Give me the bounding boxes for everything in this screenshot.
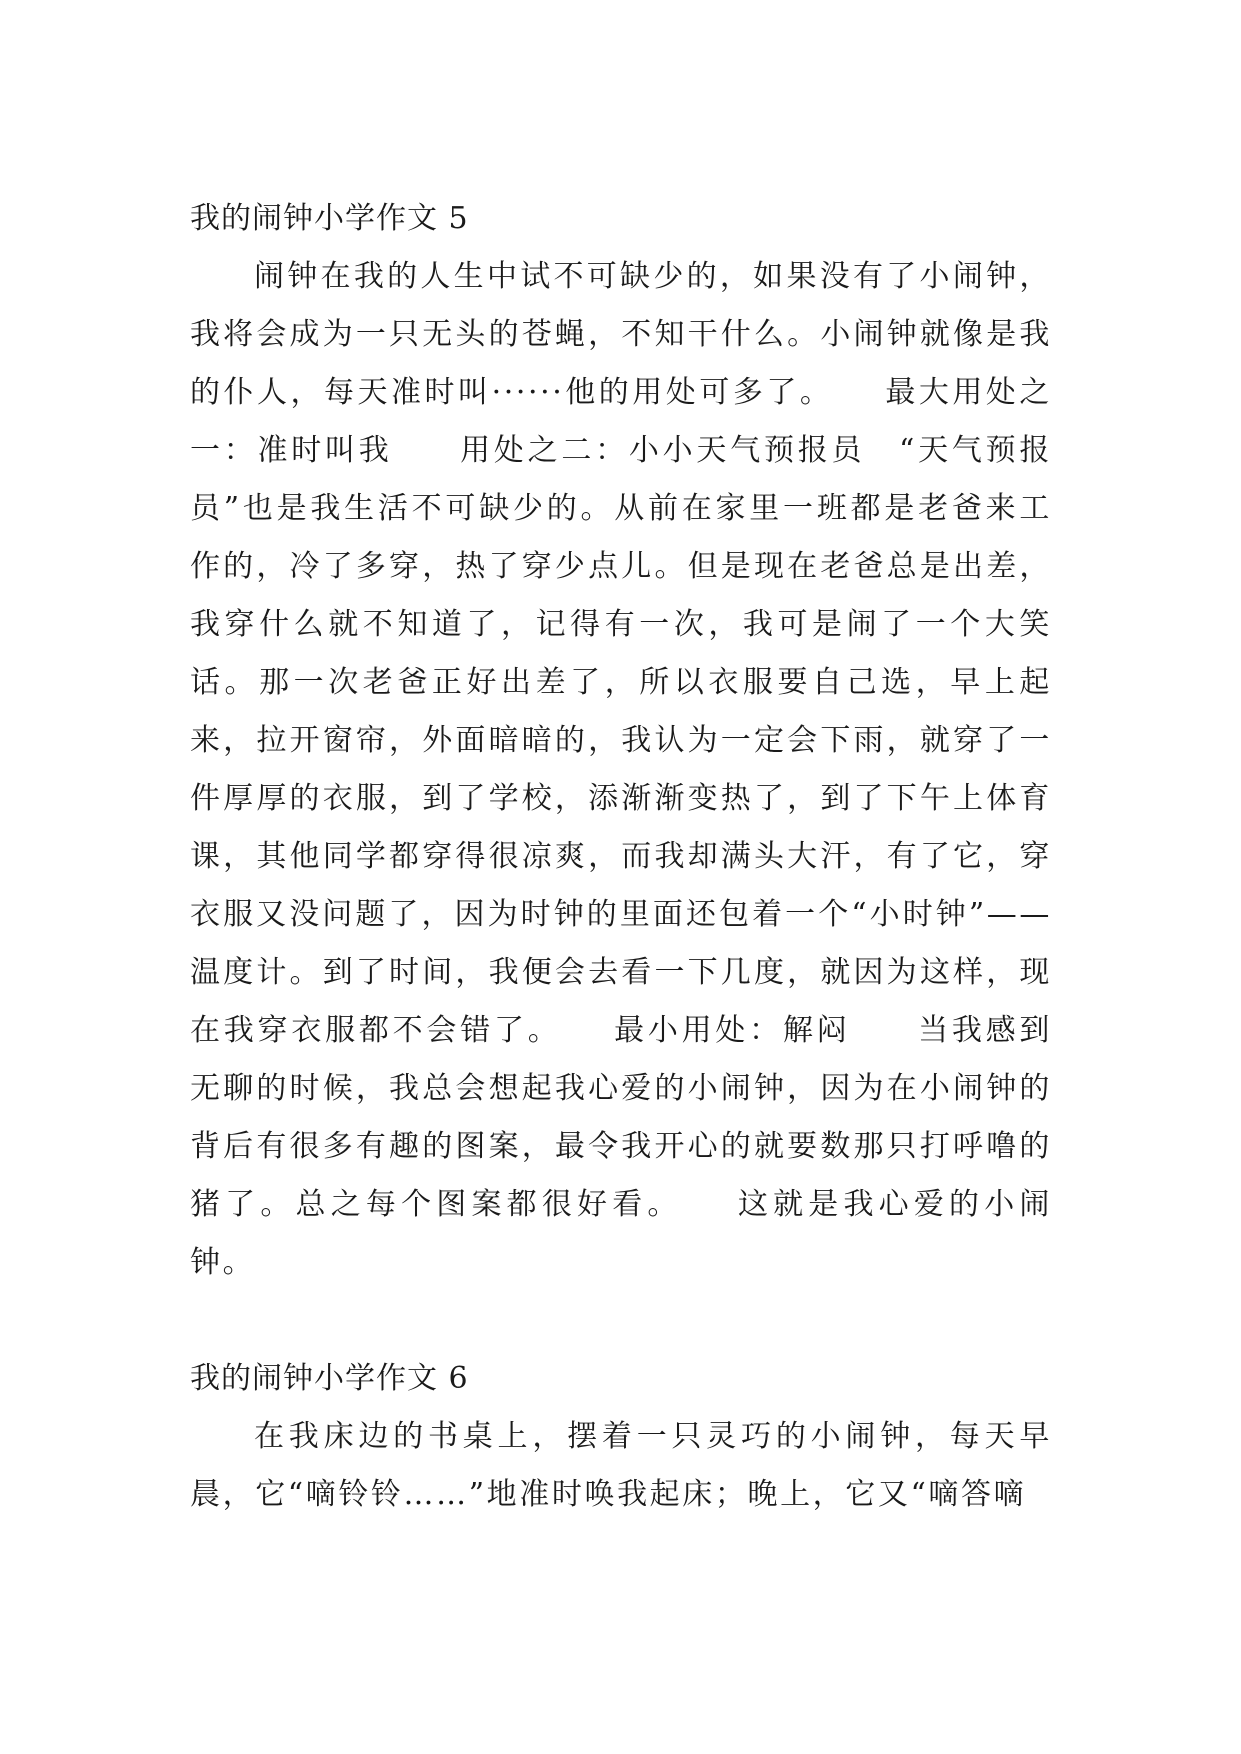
section-body-5: 闹钟在我的人生中试不可缺少的，如果没有了小闹钟，我将会成为一只无头的苍蝇，不知干什么。小闹钟就像是我的仆人，每天准时叫······他的用处可多了。 最大用处之一：准时叫我 用处之二：小小天气预报员 “天气预报员”也是我生活不可缺少的。从前在家里一班都是老爸来工作的，冷了多穿，热了穿少点儿。但是现在老爸总是出差，我穿什么就不知道了，记得有一次，我可是闹了一个大笑话。那一次老爸正好出差了，所以衣服要自己选，早上起来，拉开窗帘，外面暗暗的，我认为一定会下雨，就穿了一件厚厚的衣服，到了学校，添渐渐变热了，到了下午上体育课，其他同学都穿得很凉爽，而我却满头大汗，有了它，穿衣服又没问题了，因为时钟的里面还包着一个“小时钟”——温度计。到了时间，我便会去看一下几度，就因为这样，现在我穿衣服都不会错了。 最小用处：解闷 当我感到无聊的时候，我总会想起我心爱的小闹钟，因为在小闹钟的背后有很多有趣的图案，最令我开心的就要数那只打呼噜的猪了。总之每个图案都很好看。 这就是我心爱的小闹钟。	[190, 259, 1052, 1280]
section-title-5: 我的闹钟小学作文 5	[190, 201, 469, 236]
section-title-6: 我的闹钟小学作文 6	[190, 1361, 469, 1396]
section-gap	[190, 1292, 1052, 1350]
document-content	[190, 190, 1052, 1524]
section-body-6: 在我床边的书桌上，摆着一只灵巧的小闹钟，每天早晨，它“嘀铃铃……”地准时唤我起床；晚上，它又“嘀答嘀	[190, 1419, 1052, 1512]
